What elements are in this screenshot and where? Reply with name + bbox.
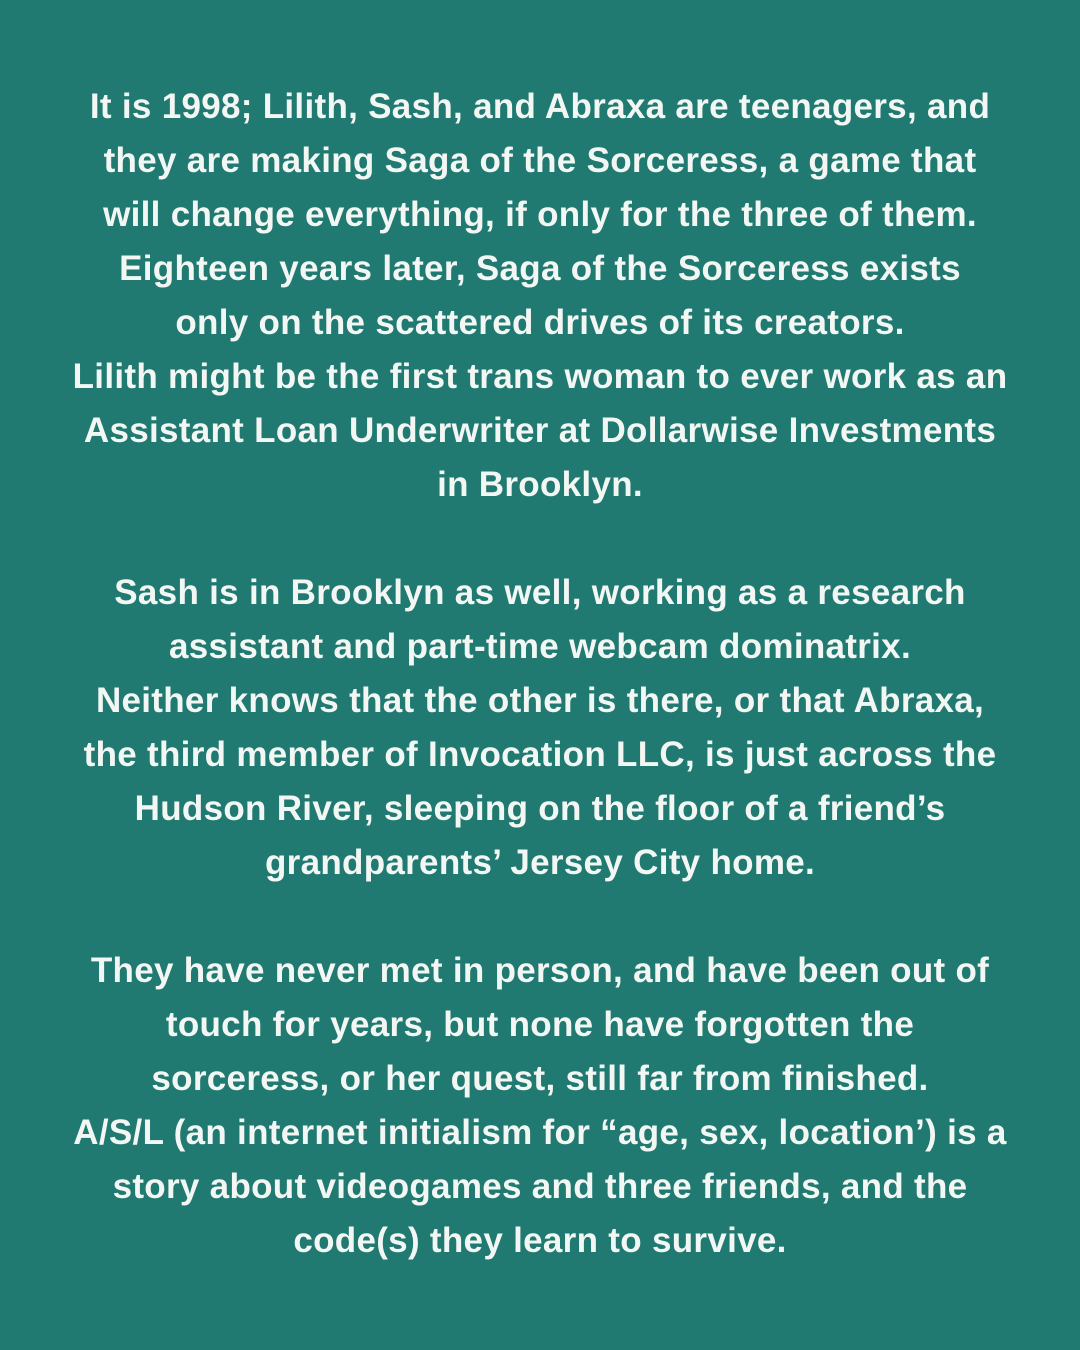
- text-line: they are making Saga of the Sorceress, a game that: [103, 141, 977, 180]
- text-line: will change everything, if only for the three of them.: [103, 195, 977, 234]
- text-line: They have never met in person, and have been out of: [90, 951, 990, 990]
- text-line: story about videogames and three friends, and the: [112, 1167, 968, 1206]
- text-line: touch for years, but none have forgotten the: [165, 1005, 915, 1044]
- paragraph: [35, 566, 1045, 890]
- text-line: Eighteen years later, Saga of the Sorceress exists: [119, 249, 961, 288]
- text-line: It is 1998; Lilith, Sash, and Abraxa are teenagers, and: [89, 87, 991, 126]
- text-line: Hudson River, sleeping on the floor of a friend’s: [134, 789, 946, 828]
- book-description-text: [35, 80, 1045, 1268]
- paragraph: [35, 80, 1045, 512]
- text-line: only on the scattered drives of its creators.: [175, 303, 905, 342]
- text-line: A/S/L (an internet initialism for “age, sex, location’) is a: [73, 1113, 1007, 1152]
- text-line: the third member of Invocation LLC, is just across the: [83, 735, 997, 774]
- text-line: in Brooklyn.: [437, 465, 643, 504]
- text-line: grandparents’ Jersey City home.: [264, 843, 816, 882]
- text-line: Neither knows that the other is there, or that Abraxa,: [95, 681, 985, 720]
- text-line: Assistant Loan Underwriter at Dollarwise Investments: [83, 411, 997, 450]
- text-line: sorceress, or her quest, still far from finished.: [151, 1059, 929, 1098]
- text-line: code(s) they learn to survive.: [293, 1221, 787, 1260]
- text-line: Lilith might be the first trans woman to ever work as an: [72, 357, 1008, 396]
- paragraph: [35, 944, 1045, 1268]
- text-line: Sash is in Brooklyn as well, working as a research: [114, 573, 966, 612]
- text-line: assistant and part-time webcam dominatrix.: [169, 627, 911, 666]
